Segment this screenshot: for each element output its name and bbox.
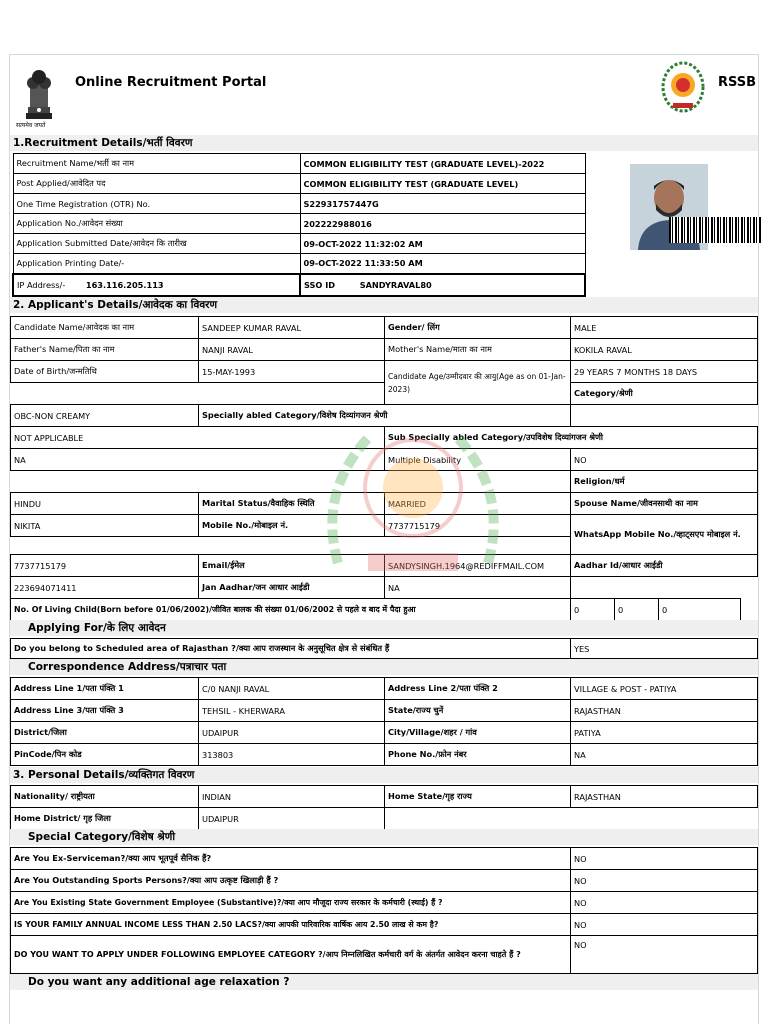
mother-name-label: Mother's Name/माता का नाम [385, 339, 571, 361]
sports-person-answer: NO [571, 870, 758, 892]
dob-label: Date of Birth/जन्मतिथि [11, 361, 199, 383]
sso-id-value: SANDYRAVAL80 [359, 279, 432, 290]
ip-address-cell [13, 274, 300, 296]
specially-abled-label: Specially abled Category/विशेष दिव्यांगजन श्रेणी [199, 405, 571, 427]
candidate-name-label: Candidate Name/आवेदक का नाम [11, 317, 199, 339]
sports-person-question: Are You Outstanding Sports Persons?/क्या आप उत्कृष्ट खिलाड़ी हैं ? [11, 870, 571, 892]
govt-employee-question: Are You Existing State Government Employee (Substantive)?/क्या आप मौजूदा राज्य सरकार के कर्मचारी (स्थाई) हैं ? [11, 892, 571, 914]
category-value: OBC-NON CREAMY [11, 405, 199, 427]
employee-category-question: DO YOU WANT TO APPLY UNDER FOLLOWING EMPLOYEE CATEGORY ?/आप निम्नलिखित कर्मचारी वर्ग के अंतर्गत आवेदन करना चाहते हैं ? [11, 936, 571, 974]
ex-serviceman-answer: NO [571, 848, 758, 870]
nationality-value: INDIAN [199, 786, 385, 808]
mother-name-value: KOKILA RAVAL [571, 339, 758, 361]
applicant-table [10, 316, 758, 599]
recruitment-name-value: COMMON ELIGIBILITY TEST (GRADUATE LEVEL)-2022 [300, 154, 585, 174]
employee-category-answer: NO [571, 936, 758, 974]
district-label: District/जिला [11, 722, 199, 744]
family-income-question: IS YOUR FAMILY ANNUAL INCOME LESS THAN 2.50 LACS?/क्या आपकी पारिवारिक वार्षिक आय 2.50 लाख से कम है? [11, 914, 571, 936]
address-line3-value: TEHSIL - KHERWARA [199, 700, 385, 722]
district-value: UDAIPUR [199, 722, 385, 744]
post-applied-value: COMMON ELIGIBILITY TEST (GRADUATE LEVEL) [300, 174, 585, 194]
children-total-value: 0 [659, 599, 741, 621]
jan-aadhar-value: NA [385, 577, 571, 599]
scheduled-area-answer: YES [571, 639, 758, 659]
father-name-label: Father's Name/पिता का नाम [11, 339, 199, 361]
spouse-name-label: Spouse Name/जीवनसाथी का नाम [571, 493, 758, 515]
email-label: Email/ईमेल [199, 555, 385, 577]
submitted-date-label: Application Submitted Date/आवेदन कि तारीख [13, 234, 300, 254]
email-value: SANDYSINGH.1964@REDIFFMAIL.COM [385, 555, 571, 577]
city-label: City/Village/शहर / गांव [385, 722, 571, 744]
category-label: Category/श्रेणी [571, 383, 758, 405]
living-children-label: No. Of Living Child(Born before 01/06/2002)/जीवित बालक की संख्या 01/06/2002 से पहले व बाद में पैदा हुआ [11, 599, 571, 621]
application-no-label: Application No./आवेदन संख्या [13, 214, 300, 234]
religion-value: HINDU [11, 493, 199, 515]
religion-label: Religion/धर्म [571, 471, 758, 493]
aadhar-value: 223694071411 [11, 577, 199, 599]
aadhar-label: Aadhar Id/आधार आईडी [571, 555, 758, 577]
state-value: RAJASTHAN [571, 700, 758, 722]
gender-label: Gender/ लिंग [385, 317, 571, 339]
personal-table [10, 785, 758, 830]
address-line3-label: Address Line 3/पता पंक्ति 3 [11, 700, 199, 722]
father-name-value: NANJI RAVAL [199, 339, 385, 361]
whatsapp-label: WhatsApp Mobile No./व्हाट्सएप मोबाइल नं. [571, 515, 758, 555]
ip-address-label: IP Address/- [17, 279, 66, 290]
ex-serviceman-question: Are You Ex-Serviceman?/क्या आप भूतपूर्व सैनिक हैं? [11, 848, 571, 870]
living-children-table [10, 598, 741, 621]
section-applying-for: Applying For/के लिए आवेदन [10, 620, 758, 636]
section-correspondence-address: Correspondence Address/पत्राचार पता [10, 659, 758, 675]
address-line1-value: C/0 NANJI RAVAL [199, 678, 385, 700]
city-value: PATIYA [571, 722, 758, 744]
recruitment-table [12, 153, 586, 297]
age-value: 29 YEARS 7 MONTHS 18 DAYS [571, 361, 758, 383]
marital-status-label: Marital Status/वैवाहिक स्थिति [199, 493, 385, 515]
printing-date-label: Application Printing Date/- [13, 254, 300, 274]
application-no-value: 202222988016 [300, 214, 585, 234]
multiple-disability-value: NO [571, 449, 758, 471]
section-age-relaxation: Do you want any additional age relaxation ? [10, 974, 758, 990]
ip-address-value: 163.116.205.113 [85, 279, 164, 290]
special-category-table [10, 847, 758, 974]
section-applicant-details: 2. Applicant's Details/आवेदक का विवरण [10, 297, 758, 313]
post-applied-label: Post Applied/आवेदित पद [13, 174, 300, 194]
candidate-name-value: SANDEEP KUMAR RAVAL [199, 317, 385, 339]
spouse-name-value: NIKITA [11, 515, 199, 537]
sso-id-label: SSO ID [304, 279, 336, 290]
state-label: State/राज्य चुनें [385, 700, 571, 722]
nationality-label: Nationality/ राष्ट्रीयता [11, 786, 199, 808]
otr-value: S22931757447G [300, 194, 585, 214]
phone-value: NA [571, 744, 758, 766]
children-before-value: 0 [571, 599, 615, 621]
rssb-title: RSSB [718, 75, 757, 90]
age-label: Candidate Age/उम्मीदवार की आयु(Age as on 01-Jan-2023) [385, 361, 571, 405]
address-line2-label: Address Line 2/पता पंक्ति 2 [385, 678, 571, 700]
specially-abled-value: NOT APPLICABLE [11, 427, 385, 449]
section-special-category: Special Category/विशेष श्रेणी [10, 829, 758, 845]
header [10, 55, 760, 135]
family-income-answer: NO [571, 914, 758, 936]
home-state-value: RAJASTHAN [571, 786, 758, 808]
section-personal-details: 3. Personal Details/व्यक्तिगत विवरण [10, 767, 758, 783]
otr-label: One Time Registration (OTR) No. [13, 194, 300, 214]
multiple-disability-label: Multiple Disability [385, 449, 571, 471]
barcode-icon [669, 217, 761, 243]
dob-value: 15-MAY-1993 [199, 361, 385, 383]
recruitment-name-label: Recruitment Name/भर्ती का नाम [13, 154, 300, 174]
emblem-caption: सत्यमेव जयते [16, 122, 46, 129]
applying-for-table [10, 638, 758, 659]
section-recruitment-details: 1.Recruitment Details/भर्ती विवरण [10, 135, 758, 151]
address-line2-value: VILLAGE & POST - PATIYA [571, 678, 758, 700]
pincode-label: PinCode/पिन कोड [11, 744, 199, 766]
pincode-value: 313803 [199, 744, 385, 766]
home-district-value: UDAIPUR [199, 808, 385, 830]
jan-aadhar-label: Jan Aadhar/जन आधार आईडी [199, 577, 385, 599]
home-state-label: Home State/गृह राज्य [385, 786, 571, 808]
address-line1-label: Address Line 1/पता पंक्ति 1 [11, 678, 199, 700]
application-form-page [9, 54, 759, 1024]
whatsapp-value: 7737715179 [11, 555, 199, 577]
portal-title: Online Recruitment Portal [75, 75, 267, 90]
sub-specially-abled-value: NA [11, 449, 385, 471]
rssb-logo-icon [661, 61, 705, 113]
national-emblem-icon [18, 59, 60, 129]
mobile-value: 7737715179 [385, 515, 571, 537]
sso-id-cell [300, 274, 585, 296]
phone-label: Phone No./फ़ोन नंबर [385, 744, 571, 766]
sub-specially-abled-label: Sub Specially abled Category/उपविशेष दिव्यांगजन श्रेणी [385, 427, 758, 449]
address-table [10, 677, 758, 766]
home-district-label: Home District/ गृह जिला [11, 808, 199, 830]
mobile-label: Mobile No./मोबाइल नं. [199, 515, 385, 537]
govt-employee-answer: NO [571, 892, 758, 914]
gender-value: MALE [571, 317, 758, 339]
children-after-value: 0 [615, 599, 659, 621]
marital-status-value: MARRIED [385, 493, 571, 515]
printing-date-value: 09-OCT-2022 11:33:50 AM [300, 254, 585, 274]
scheduled-area-question: Do you belong to Scheduled area of Rajasthan ?/क्या आप राजस्थान के अनुसूचित क्षेत्र से संबंधित हैं [11, 639, 571, 659]
submitted-date-value: 09-OCT-2022 11:32:02 AM [300, 234, 585, 254]
